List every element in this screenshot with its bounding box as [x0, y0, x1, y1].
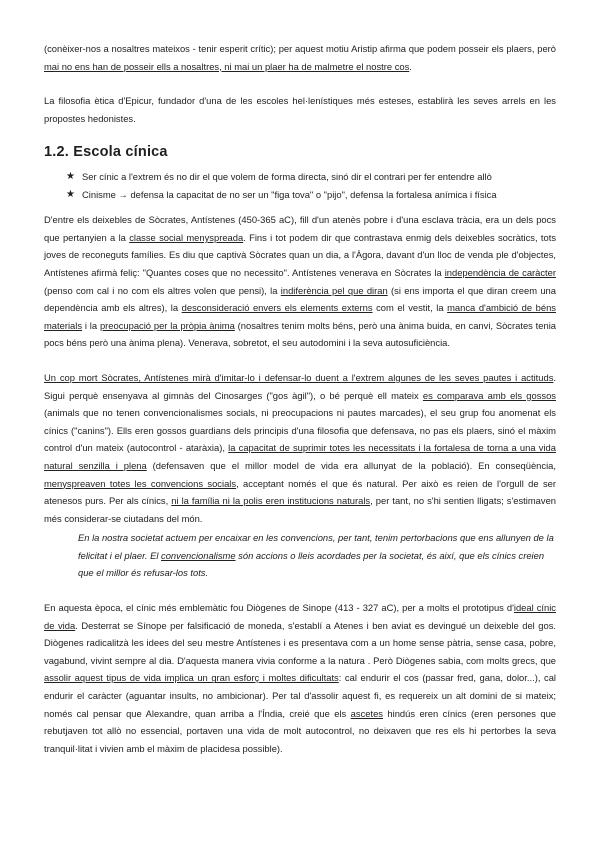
underlined-phrase: classe social menyspreada — [129, 231, 244, 243]
underlined-phrase: mai no ens han de posseir ells a nosaltres, ni mai un plaer ha de malmetre el nostre cos — [44, 60, 410, 72]
italic-note: En la nostra societat actuem per encaixar en les convencions, per tant, tenim pertorbacions que ens allunyen de la felicitat i el plaer. El convencionalisme són accions o lleis acordades per la societat, és així, que els cínics creien que el millor és refusar-los tots. — [78, 532, 554, 579]
list-item: ★ Ser cínic a l'extrem és no dir el que volem de forma directa, sinó dir el contrari per fer entendre allò — [66, 168, 556, 185]
underlined-phrase: desconsideració envers els elements externs — [181, 302, 373, 314]
intro-paragraph-epicur: La filosofia ètica d'Epicur, fundador d'una de les escoles hel·lenístiques més esteses, establirà les seves arrels en les propostes hedonistes. — [44, 95, 556, 124]
underlined-phrase: la capacitat de suprimir totes les necessitats i la fortalesa de torna a una vida natural senzilla i plena — [44, 442, 556, 471]
underlined-phrase: ni la família ni la polis eren institucions naturals — [171, 495, 371, 507]
paragraph-cinics: Un cop mort Sòcrates, Antístenes mirà d'imitar-lo i defensar-lo duent a l'extrem algunes de les seves pautes i actituds. Sigui perquè ensenyava al gimnàs del Cinosarges ("gos àgil"), o bé perquè ell mateix es comparava amb els gossos (animals que no tenen convencionalismes socials, ni preocupacions ni pautes marcades), el seu grup fou anomenat els cínics ("canins"). Ells eren gossos guardians dels principis d'una filosofia que defensava, no pas els plaers, sinó el màxim control d'un mateix (autocontrol - ataràxia), la capacitat de suprimir totes les necessitats i la fortalesa de torna a una vida natural senzilla i plena (defensaven que el millor model de vida era allunyat de la població). En conseqüència, menyspreaven totes les convencions socials, acceptant només el que és natural. Per això es reien de l'orgull de ser atenesos purs. Per als cínics, ni la família ni la polis eren institucions naturals, per tant, no s'hi sentien lligats; s'estimaven més considerar-se ciutadans del món. — [44, 371, 557, 524]
underlined-phrase: independència de caràcter — [444, 266, 556, 278]
underlined-phrase: Un cop mort Sòcrates, Antístenes mirà d'imitar-lo i defensar-lo duent a l'extrem algunes de les seves pautes i actituds — [44, 371, 554, 383]
underlined-phrase: menyspreaven totes les convencions socials — [44, 477, 237, 489]
underlined-phrase: ascetes — [350, 707, 383, 719]
bullet-list — [44, 168, 556, 203]
section-heading: 1.2. Escola cínica — [44, 144, 168, 161]
underlined-phrase: preocupació per la pròpia ànima — [99, 319, 235, 331]
underlined-phrase: es comparava amb els gossos — [422, 389, 556, 401]
intro-paragraph-aristip: (conèixer-nos a nosaltres mateixos - tenir esperit crític); per aquest motiu Aristip afirma que podem posseir els plaers, però mai no ens han de posseir ells a nosaltres, ni mai un plaer ha de malmetre el nostre cos. — [44, 43, 556, 72]
underlined-phrase: manca d'ambició de béns materials — [44, 302, 556, 331]
star-icon: ★ — [66, 188, 75, 200]
underlined-phrase: assolir aquest tipus de vida implica un gran esforç i moltes dificultats — [44, 672, 339, 684]
paragraph-antistenes: D'entre els deixebles de Sòcrates, Antístenes (450-365 aC), fill d'un atenès pobre i d'una esclava tràcia, era un dels pocs que pertanyien a la classe social menyspreada. Fins i tot podem dir que contrastava enmig dels deixebles socràtics, tots joves de reconeguts famílies. Es diu que captivà Sòcrates quan un dia, a l'Àgora, davant d'un lloc de venda ple d'objectes, Antístenes afirmà feliç: "Quantes coses que no necessito". Antístenes venerava en Sòcrates la independència de caràcter (penso com cal i no com els altres volen que pensi), la indiferència pel que diran (si ens importa el que diran creem una dependència amb els altres), la desconsideració envers els elements externs com el vestit, la manca d'ambició de béns materials i la preocupació per la pròpia ànima (nosaltres tenim molts béns, però una ànima buida, en canvi, Sòcrates tenia pocs béns però una ànima plena). Venerava, sobretot, el seu autodomini i la seva autosuficiència. — [44, 214, 557, 349]
underlined-phrase: indiferència pel que diran — [280, 284, 388, 296]
list-item: ★ Cinisme → defensa la capacitat de no ser un "figa tova" o "pijo", defensa la fortalesa anímica i física — [66, 186, 556, 203]
underlined-phrase: convencionalisme — [161, 549, 236, 561]
underlined-phrase: ideal cínic de vida — [44, 602, 556, 631]
paragraph-diogenes: En aquesta època, el cínic més emblemàtic fou Diògenes de Sinope (413 - 327 aC), per a molts el prototipus d'ideal cínic de vida. Desterrat se Sínope per falsificació de moneda, s'establí a Atenes i ben aviat es devingué un deixeble del gos. Diògenes radicalitzà les idees del seu mestre Antístenes i es presentava com a un home sense pàtria, sense casa, pobre, vagabund, vivint sempre al dia. D'aquesta manera vivia conforme a la natura . Però Diògenes sabia, com molts grecs, que assolir aquest tipus de vida implica un gran esforç i moltes dificultats: cal endurir el cos (passar fred, gana, dolor...), cal endurir el caràcter (aguantar insults, no ambicionar). Per tal d'assolir aquest fi, es requereix un alt domini de si mateix; només cal pensar que Alexandre, quan arriba a l'Índia, creié que els ascetes hindús eren cínics (eren persones que rebutjaven tot allò no essencial, portaven una vida de molt autocontrol, no deixaven que res els hi pertorbes la seva tranquil·litat i vivien amb el màxim de placidesa possible). — [44, 602, 557, 754]
star-icon: ★ — [66, 171, 75, 183]
